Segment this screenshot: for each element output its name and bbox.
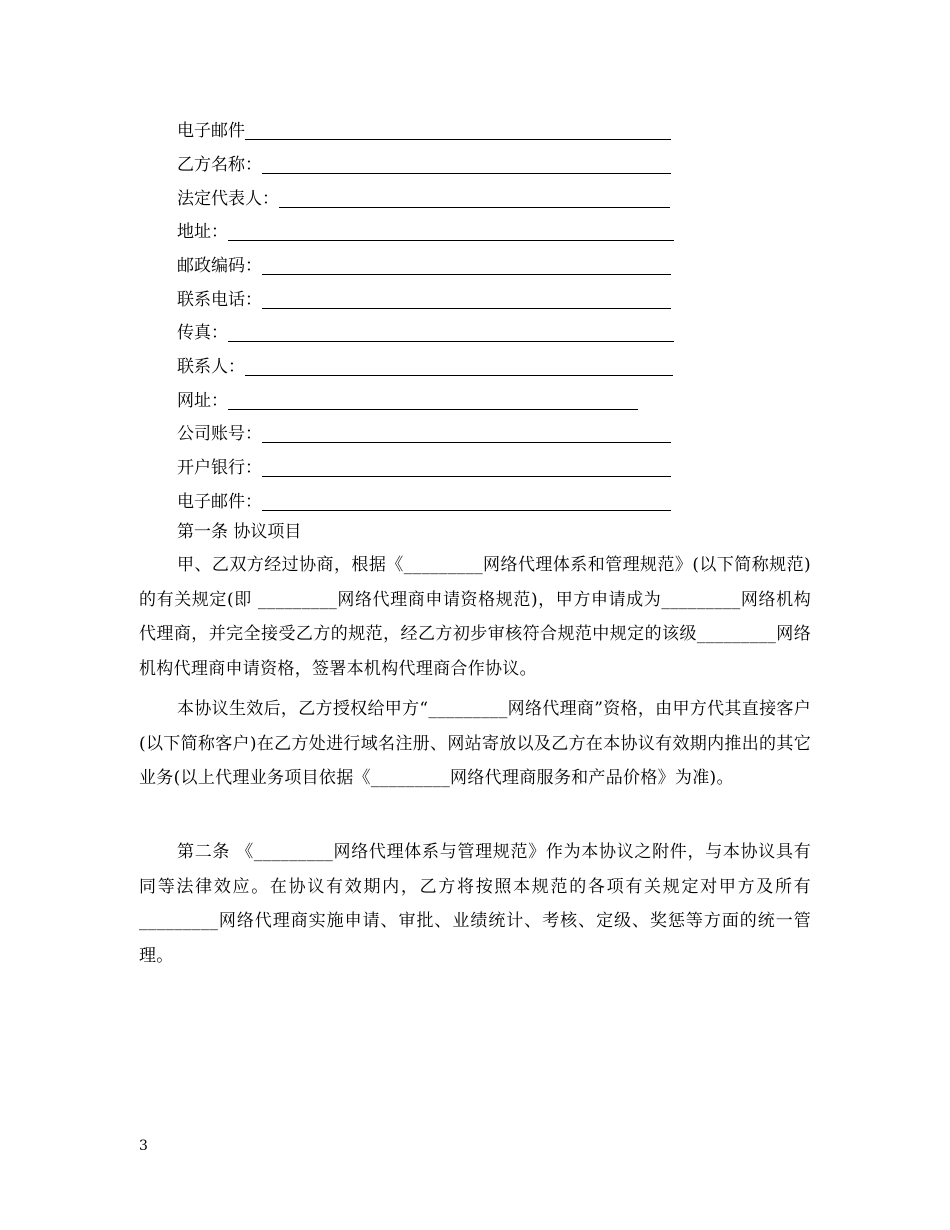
field-label: 电子邮件	[177, 121, 245, 141]
field-label: 联系电话：	[177, 290, 262, 310]
field-label: 网址：	[177, 391, 228, 411]
blank-line[interactable]	[262, 153, 671, 174]
article-2-paragraph: 第二条 《_________网络代理体系与管理规范》作为本协议之附件，与本协议具有同等法律效应。在协议有效期内，乙方将按照本规范的各项有关规定对甲方及所有_________网络代理商实施申请、审批、业绩统计、考核、定级、奖惩等方面的统一管理。	[139, 842, 811, 966]
blank-line[interactable]	[262, 490, 671, 511]
field-row-party-b-name	[177, 152, 671, 178]
page-number: 3	[139, 1138, 148, 1154]
field-row-email-2	[177, 489, 671, 515]
field-label: 法定代表人：	[177, 189, 279, 209]
field-label: 邮政编码：	[177, 256, 262, 276]
field-row-legal-representative	[177, 186, 670, 212]
blank-line[interactable]	[262, 288, 671, 309]
blank-line[interactable]	[228, 389, 638, 410]
field-row-fax	[177, 320, 674, 346]
field-row-phone	[177, 287, 671, 313]
field-label: 传真：	[177, 323, 228, 343]
blank-line[interactable]	[279, 187, 670, 208]
field-label: 乙方名称：	[177, 155, 262, 175]
field-label: 电子邮件：	[177, 492, 262, 512]
field-row-bank	[177, 455, 671, 481]
blank-line[interactable]	[245, 355, 673, 376]
blank-line[interactable]	[262, 456, 671, 477]
field-label: 地址：	[177, 222, 228, 242]
field-label: 开户银行：	[177, 458, 262, 478]
field-row-postal-code	[177, 253, 671, 279]
blank-line[interactable]	[262, 254, 671, 275]
blank-line[interactable]	[228, 220, 674, 241]
article-1-paragraph-2: 本协议生效后，乙方授权给甲方“_________网络代理商”资格，由甲方代其直接客户(以下简称客户)在乙方处进行域名注册、网站寄放以及乙方在本协议有效期内推出的其它业务(以上代理业务项目依据《_________网络代理商服务和产品价格》为准)。	[139, 699, 811, 788]
field-row-company-account	[177, 421, 671, 447]
field-row-website	[177, 388, 638, 414]
article-1-paragraph-1: 甲、乙双方经过协商，根据《_________网络代理体系和管理规范》(以下简称规范)的有关规定(即 _________网络代理商申请资格规范)，甲方申请成为_________网络机构代理商，并完全接受乙方的规范，经乙方初步审核符合规范中规定的该级_________网络机构代理商申请资格，签署本机构代理商合作协议。	[139, 555, 811, 679]
field-label: 公司账号：	[177, 424, 262, 444]
field-row-contact-person	[177, 354, 673, 380]
field-row-email-1	[177, 118, 671, 144]
blank-line[interactable]	[245, 119, 671, 140]
field-row-address	[177, 219, 674, 245]
field-label: 联系人：	[177, 357, 245, 377]
blank-line[interactable]	[228, 321, 674, 342]
blank-line[interactable]	[262, 422, 671, 443]
article-1-heading: 第一条 协议项目	[177, 522, 302, 542]
